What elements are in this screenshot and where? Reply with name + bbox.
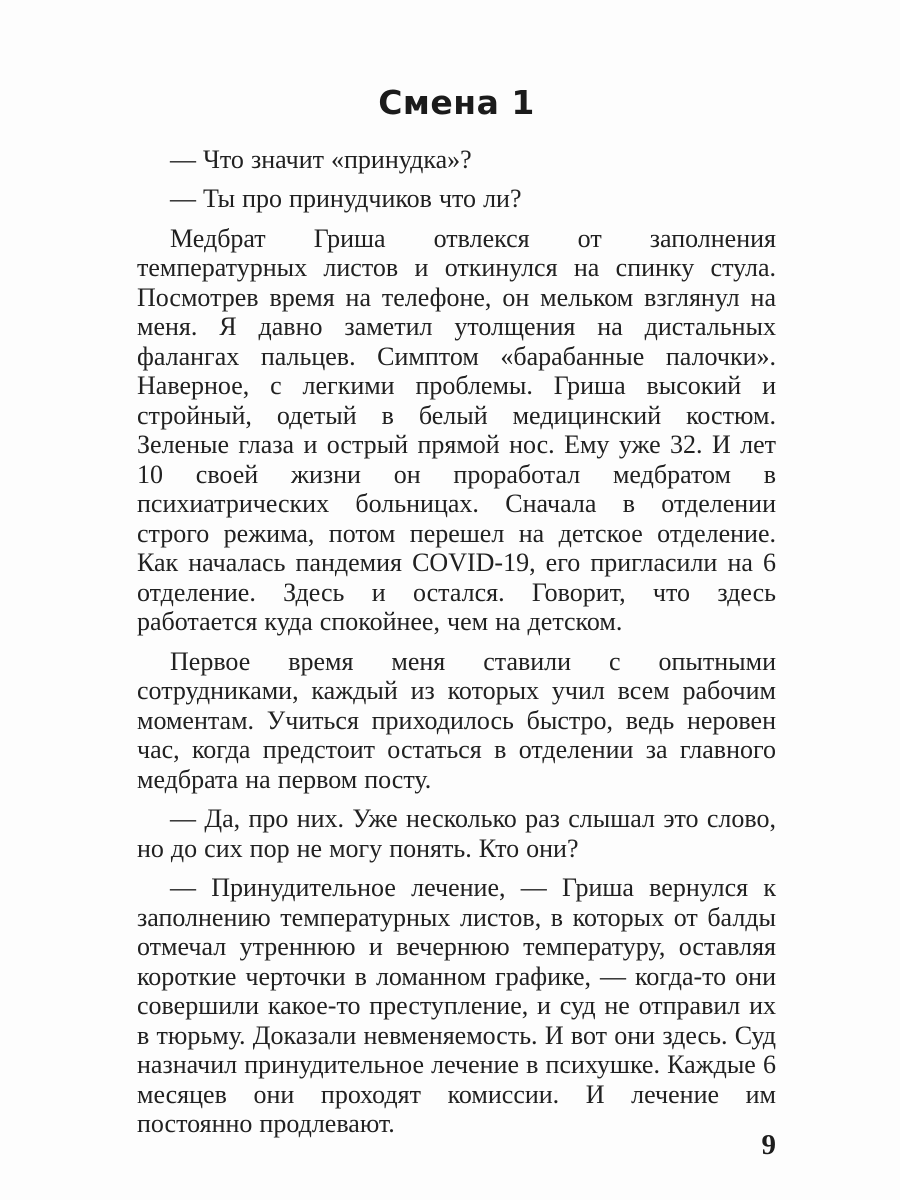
page-content	[137, 0, 776, 1139]
dialogue-paragraph: — Да, про них. Уже несколько раз слышал это слово, но до сих пор не могу понять. Кто они?	[137, 804, 776, 863]
dialogue-paragraph: — Что значит «принудка»?	[170, 144, 472, 174]
body-paragraph: Первое время меня ставили с опытными сотрудниками, каждый из которых учил всем рабочим моментам. Учиться приходилось быстро, ведь неровен час, когда предстоит остаться в отделении за главного медбрата на первом посту.	[137, 646, 776, 794]
page-number: 9	[761, 1129, 776, 1161]
dialogue-paragraph: — Принудительное лечение, — Гриша вернулся к заполнению температурных листов, в которых от балды отмечал утреннюю и вечернюю температуру, оставляя короткие черточки в ломанном графике, — когда-то они совершили какое-то преступление, и суд не отправил их в тюрьму. Доказали невменяемость. И вот они здесь. Суд назначил принудительное лечение в психушке. Каждые 6 месяцев они проходят комиссии. И лечение им постоянно продлевают.	[137, 873, 776, 1139]
dialogue-paragraph: — Ты про принудчиков что ли?	[170, 184, 522, 214]
body-paragraph: Медбрат Гриша отвлекся от заполнения температурных листов и откинулся на спинку стула. Посмотрев время на телефоне, он мельком взглянул на меня. Я давно заметил утолщения на дистальных фалангах пальцев. Симптом «барабанные палочки». Наверное, с легкими проблемы. Гриша высокий и стройный, одетый в белый медицинский костюм. Зеленые глаза и острый прямой нос. Ему уже 32. И лет 10 своей жизни он проработал медбратом в психиатрических больницах. Сначала в отделении строго режима, потом перешел на детское отделение. Как началась пандемия COVID-19, его пригласили на 6 отделение. Здесь и остался. Говорит, что здесь работается куда спокойнее, чем на детском.	[137, 223, 776, 637]
page-body	[137, 145, 776, 1139]
chapter-title: Смена 1	[378, 83, 535, 122]
